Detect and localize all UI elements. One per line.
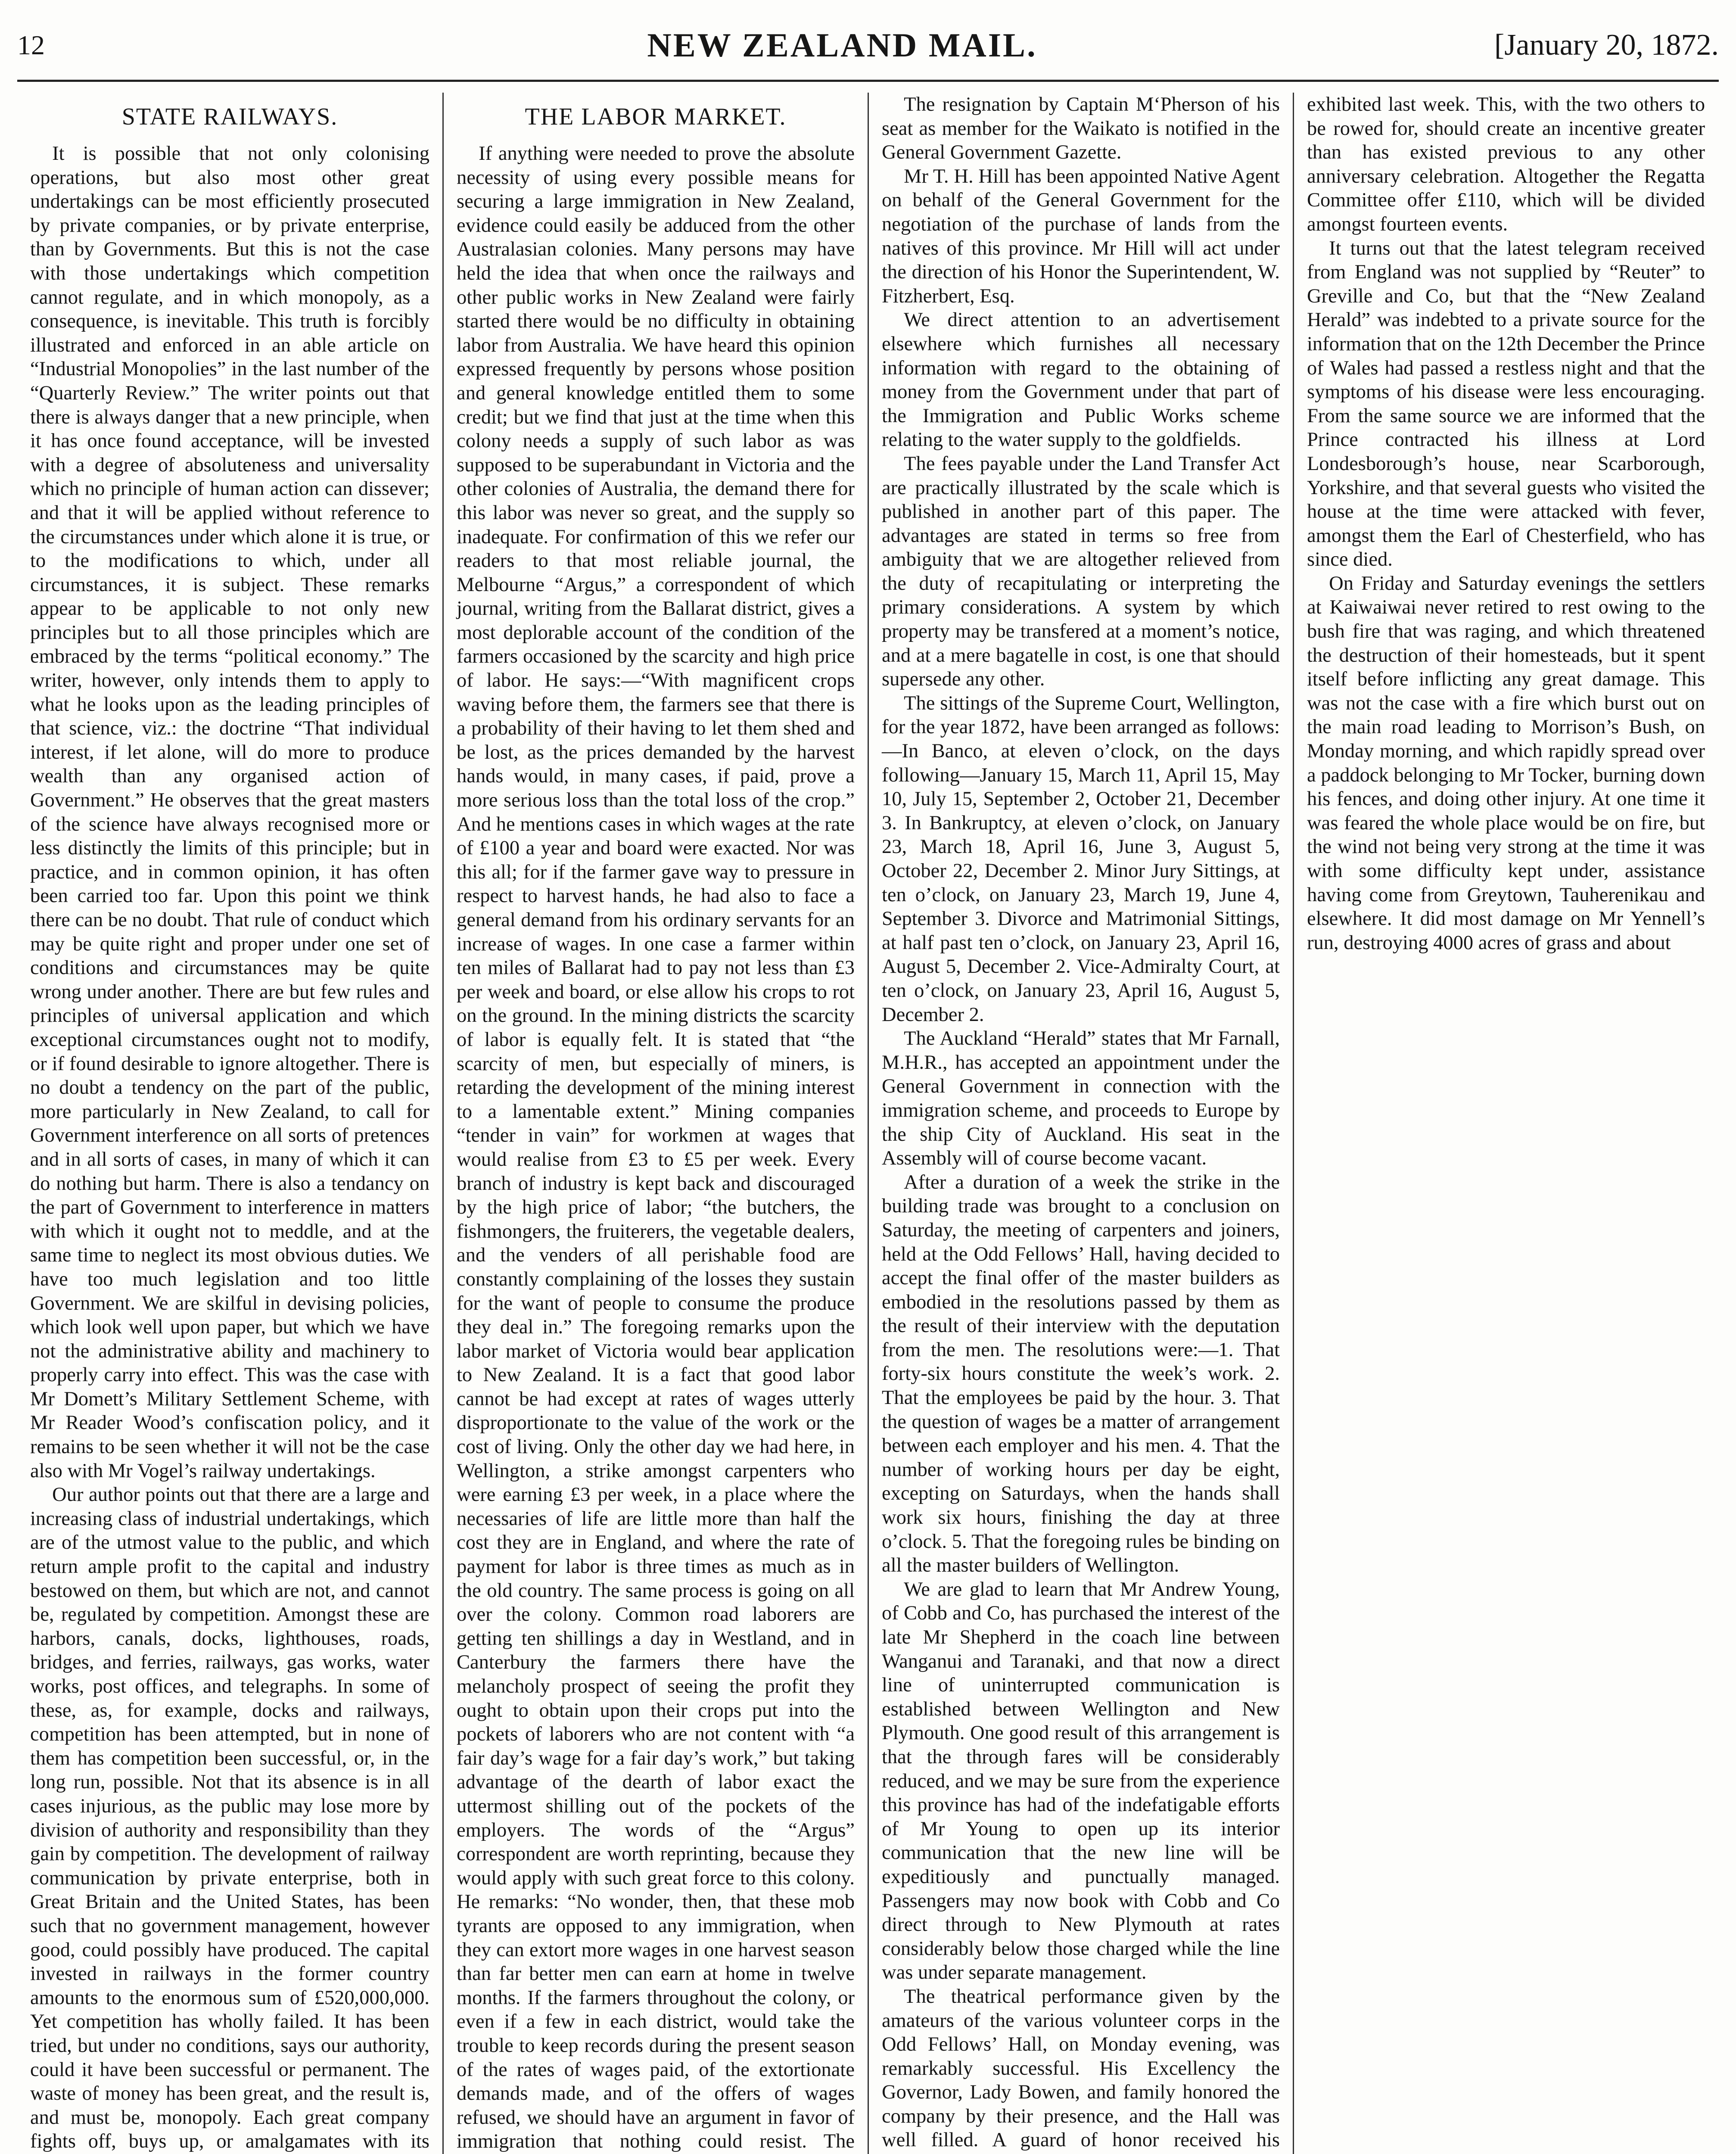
article-paragraph: On Friday and Saturday evenings the settlers at Kaiwaiwai never retired to rest owing to the bush fire that was raging, and which threatened the destruction of their homesteads, but it spent itself before inflicting any great damage. This was not the case with a fire which burst out on the main road leading to Morrison’s Bush, on Monday morning, and which rapidly spread over a paddock belonging to Mr Tocker, burning down his fences, and doing other injury. At one time it was feared the whole place would be on fire, but the wind not being very strong at the time it was with some difficulty kept under, assistance having come from Greytown, Tauherenikau and elsewhere. It did most damage on Mr Yennell’s run, destroying 4000 acres of grass and about xyxy=(1307,572,1705,954)
column-4 xyxy=(1293,93,1718,2154)
masthead-rule xyxy=(17,80,1719,82)
article-paragraph: If anything were needed to prove the absolute necessity of using every possible means for securing a large immigration in New Zealand, evidence could easily be adduced from the other Australasian colonies. Many persons may have held the idea that when once the railways and other public works in New Zealand were fairly started there would be no difficulty in obtaining labor from Australia. We have heard this opinion expressed frequently by persons whose position and general knowledge entitled them to some credit; but we find that just at the time when this colony needs a supply of such labor as was supposed to be superabundant in Victoria and the other colonies of Australia, the demand there for this labor was never so great, and the supply so inadequate. For confirmation of this we refer our readers to that most reliable journal, the Melbourne “Argus,” a correspondent of which journal, writing from the Ballarat district, gives a most deplorable account of the condition of the farmers occasioned by the scarcity and high price of labor. He says:—“With magnificent crops waving before them, the farmers see that there is a probability of their having to let them shed and be lost, as the prices demanded by the harvest hands would, in many cases, if paid, prove a more serious loss than the total loss of the crop.” And he mentions cases in which wages at the rate of £100 a year and board were exacted. Nor was this all; for if the farmer gave way to pressure in respect to harvest hands, he had also to face a general demand from his ordinary servants for an increase of wages. In one case a farmer within ten miles of Ballarat had to pay not less than £3 per week and board, or else allow his crops to rot on the ground. In the mining districts the scarcity of labor is equally felt. It is stated that “the scarcity of men, but especially of miners, is retarding the development of the mining interest to a lamentable extent.” Mining companies “tender in vain” for workmen at wages that would realise from £3 to £5 per week. Every branch of industry is kept back and discouraged by the high price of labor; “the butchers, the fishmongers, the fruiterers, the vegetable dealers, and the venders of all perishable food are constantly complaining of the losses they sustain for the want of people to consume the produce they deal in.” The foregoing remarks upon the labor market of Victoria would bear application to New Zealand. It is a fact that good labor cannot be had except at rates of wages utterly disproportionate to the value of the work or the cost of living. Only the other day we had here, in Wellington, a strike amongst carpenters who were earning £3 per week, in a place where the necessaries of life are little more than half the cost they are in England, and where the rate of payment for labor is three times as much as in the old country. The same process is going on all over the colony. Common road laborers are getting ten shillings a day in Westland, and in Canterbury the farmers there have the melancholy prospect of seeing the profit they ought to obtain upon their crops put into the pockets of laborers who are not content with “a fair day’s wage for a fair day’s work,” but taking advantage of the dearth of labor exact the uttermost shilling out of the pockets of the employers. The words of the “Argus” correspondent are worth reprinting, because they would apply with such great force to this colony. He remarks: “No wonder, then, that these mob tyrants are opposed to any immigration, when they can extort more wages in one harvest season than far better men can earn at home in twelve months. If the farmers throughout the colony, or even if a few in each district, would take the trouble to keep records during the present season of the rates of wages paid, of the extortionate demands made, and of the offers of wages refused, we should have an argument in favor of immigration that nothing could resist. The xyxy=(457,143,855,2153)
article-paragraph: We are glad to learn that Mr Andrew Young, of Cobb and Co, has purchased the interest of the late Mr Shepherd in the coach line between Wanganui and Taranaki, and that now a direct line of uninterrupted communication is established between Wellington and New Plymouth. One good result of this arrangement is that the through fares will be considerably reduced, and we may be sure from the experience this province has had of the indefatigable efforts of Mr Young to open up its interior communication that the new line will be expeditiously and punctually managed. Passengers may now book with Cobb and Co direct through to New Plymouth at rates considerably below those charged while the line was under separate management. xyxy=(882,1578,1280,1984)
article-paragraph: We direct attention to an advertisement elsewhere which furnishes all necessary information with regard to the obtaining of money from the Government under that part of the Immigration and Public Works scheme relating to the water supply to the goldfields. xyxy=(882,309,1280,451)
article-paragraph: Our author points out that there are a large and increasing class of industrial undertakings, which are of the utmost value to the public, and which return ample profit to the capital and industry bestowed on them, but which are not, and cannot be, regulated by competition. Amongst these are harbors, canals, docks, lighthouses, roads, bridges, and ferries, railways, gas works, water works, post offices, and telegraphs. In some of these, as, for example, docks and railways, competition has been attempted, but in none of them has competition been successful, or, in the long run, possible. Not that its absence is in all cases injurious, as the public may lose more by division of authority and responsibility than they gain by competition. The development of railway communication by private enterprise, both in Great Britain and the United States, has been such that no government management, however good, could possibly have produced. The capital invested in railways in the former country amounts to the enormous sum of £520,000,000. Yet competition has wholly failed. It has been tried, but under no conditions, says our authority, could it have been successful or permanent. The waste of money has been great, and the result is, and must be, monopoly. Each great company fights off, buys up, or amalgamates with its xyxy=(30,1484,429,2153)
article-paragraph: Mr T. H. Hill has been appointed Native Agent on behalf of the General Government for the negotiation of the purchase of lands from the natives of this province. Mr Hill will act under the direction of his Honor the Superintendent, W. Fitzherbert, Esq. xyxy=(882,165,1280,307)
page-number: 12 xyxy=(17,30,45,60)
article-paragraph: It is possible that not only colonising operations, but also most other great undertakings can be most efficiently prosecuted by private companies, or by private enterprise, than by Governments. But this is not the case with those undertakings which competition cannot regulate, and in which monopoly, as a consequence, is inevitable. This truth is forcibly illustrated and enforced in an able article on “Industrial Monopolies” in the last number of the “Quarterly Review.” The writer points out that there is always danger that a new principle, when it has once found acceptance, will be invested with a degree of absoluteness and universality which no principle of human action can dissever; and that it will be applied without reference to the circumstances under which alone it is true, or to the modifications to which, under all circumstances, it is subject. These remarks appear to be applicable to not only new principles but to all those principles which are embraced by the terms “political economy.” The writer, however, only intends them to apply to what he looks upon as the leading principles of that science, viz.: the doctrine “That individual interest, if let alone, will do more to produce wealth than any organised action of Government.” He observes that the great masters of the science have always recognised more or less distinctly the limits of this principle; but in practice, and in common opinion, it has often been carried too far. Upon this point we think there can be no doubt. That rule of conduct which may be quite right and proper under one set of conditions and circumstances may be quite wrong under another. There are but few rules and principles of universal application and which exceptional circumstances ought not to modify, or if found desirable to ignore altogether. There is no doubt a tendency on the part of the public, more particularly in New Zealand, to call for Government interference on all sorts of pretences and in all sorts of cases, in many of which it can do nothing but harm. There is also a tendancy on the part of Government to interference in matters with which it ought not to meddle, and at the same time to neglect its most obvious duties. We have too much legislation and too little Government. We are skilful in devising policies, which look well upon paper, but which we have not the administrative ability and machinery to properly carry into effect. This was the case with Mr Domett’s Military Settlement Scheme, with Mr Reader Wood’s confiscation policy, and it remains to be seen whether it will not be the case also with Mr Vogel’s railway undertakings. xyxy=(30,143,429,1482)
article-paragraph: The theatrical performance given by the amateurs of the various volunteer corps in the Odd Fellows’ Hall, on Monday evening, was remarkably successful. His Excellency the Governor, Lady Bowen, and family honored the company by their presence, and the Hall was well filled. A guard of honor received his xyxy=(882,1985,1280,2151)
article-paragraph: The resignation by Captain M‘Pherson of his seat as member for the Waikato is notified in the General Government Gazette. xyxy=(882,93,1280,164)
issue-date: [January 20, 1872. xyxy=(1494,28,1719,62)
column-1 xyxy=(17,93,442,2154)
article-paragraph: The Auckland “Herald” states that Mr Farnall, M.H.R., has accepted an appointment under the General Government in connection with the immigration scheme, and proceeds to Europe by the ship City of Auckland. His seat in the Assembly will of course become vacant. xyxy=(882,1027,1280,1170)
heading-labor-market: THE LABOR MARKET. xyxy=(525,103,787,130)
article-paragraph: exhibited last week. This, with the two others to be rowed for, should create an incentive greater than has existed previous to any other anniversary celebration. Altogether the Regatta Committee offer £110, which will be divided amongst fourteen events. xyxy=(1307,93,1705,235)
masthead xyxy=(17,13,1719,78)
column-2 xyxy=(442,93,868,2154)
heading-state-railways: STATE RAILWAYS. xyxy=(121,103,338,130)
column-3 xyxy=(868,93,1293,2154)
article-paragraph: It turns out that the latest telegram received from England was not supplied by “Reuter” to Greville and Co, but that the “New Zealand Herald” was indebted to a private source for the information that on the 12th December the Prince of Wales had passed a restless night and that the symptoms of his disease were less encouraging. From the same source we are informed that the Prince contracted his illness at Lord Londesborough’s house, near Scarborough, Yorkshire, and that several guests who visited the house at the time were attacked with fever, amongst them the Earl of Chesterfield, who has since died. xyxy=(1307,237,1705,571)
newspaper-title: NEW ZEALAND MAIL. xyxy=(647,26,1037,64)
article-paragraph: The fees payable under the Land Transfer Act are practically illustrated by the scale which is published in another part of this paper. The advantages are stated in terms so free from ambiguity that we are altogether relieved from the duty of recapitulating or interpreting the primary considerations. A system by which property may be transfered at a moment’s notice, and at a mere bagatelle in cost, is one that should supersede any other. xyxy=(882,452,1280,691)
article-paragraph: After a duration of a week the strike in the building trade was brought to a conclusion on Saturday, the meeting of carpenters and joiners, held at the Odd Fellows’ Hall, having decided to accept the final offer of the master builders as embodied in the resolutions passed by them as the result of their interview with the deputation from the men. The resolutions were:—1. That forty-six hours constitute the week’s work. 2. That the employees be paid by the hour. 3. That the question of wages be a matter of arrangement between each employer and his men. 4. That the number of working hours per day be eight, excepting on Saturdays, when the hands shall work six hours, finishing the day at three o’clock. 5. That the foregoing rules be binding on all the master builders of Wellington. xyxy=(882,1171,1280,1577)
page-columns xyxy=(17,93,1719,2154)
article-paragraph: The sittings of the Supreme Court, Wellington, for the year 1872, have been arranged as follows:—In Banco, at eleven o’clock, on the days following—January 15, March 11, April 15, May 10, July 15, September 2, October 21, December 3. In Bankruptcy, at eleven o’clock, on January 23, March 18, April 16, June 3, August 5, October 22, December 2. Minor Jury Sittings, at ten o’clock, on January 23, March 19, June 4, September 3. Divorce and Matrimonial Sittings, at half past ten o’clock, on January 23, April 16, August 5, December 2. Vice-Admiralty Court, at ten o’clock, on January 23, April 16, August 5, December 2. xyxy=(882,692,1280,1026)
